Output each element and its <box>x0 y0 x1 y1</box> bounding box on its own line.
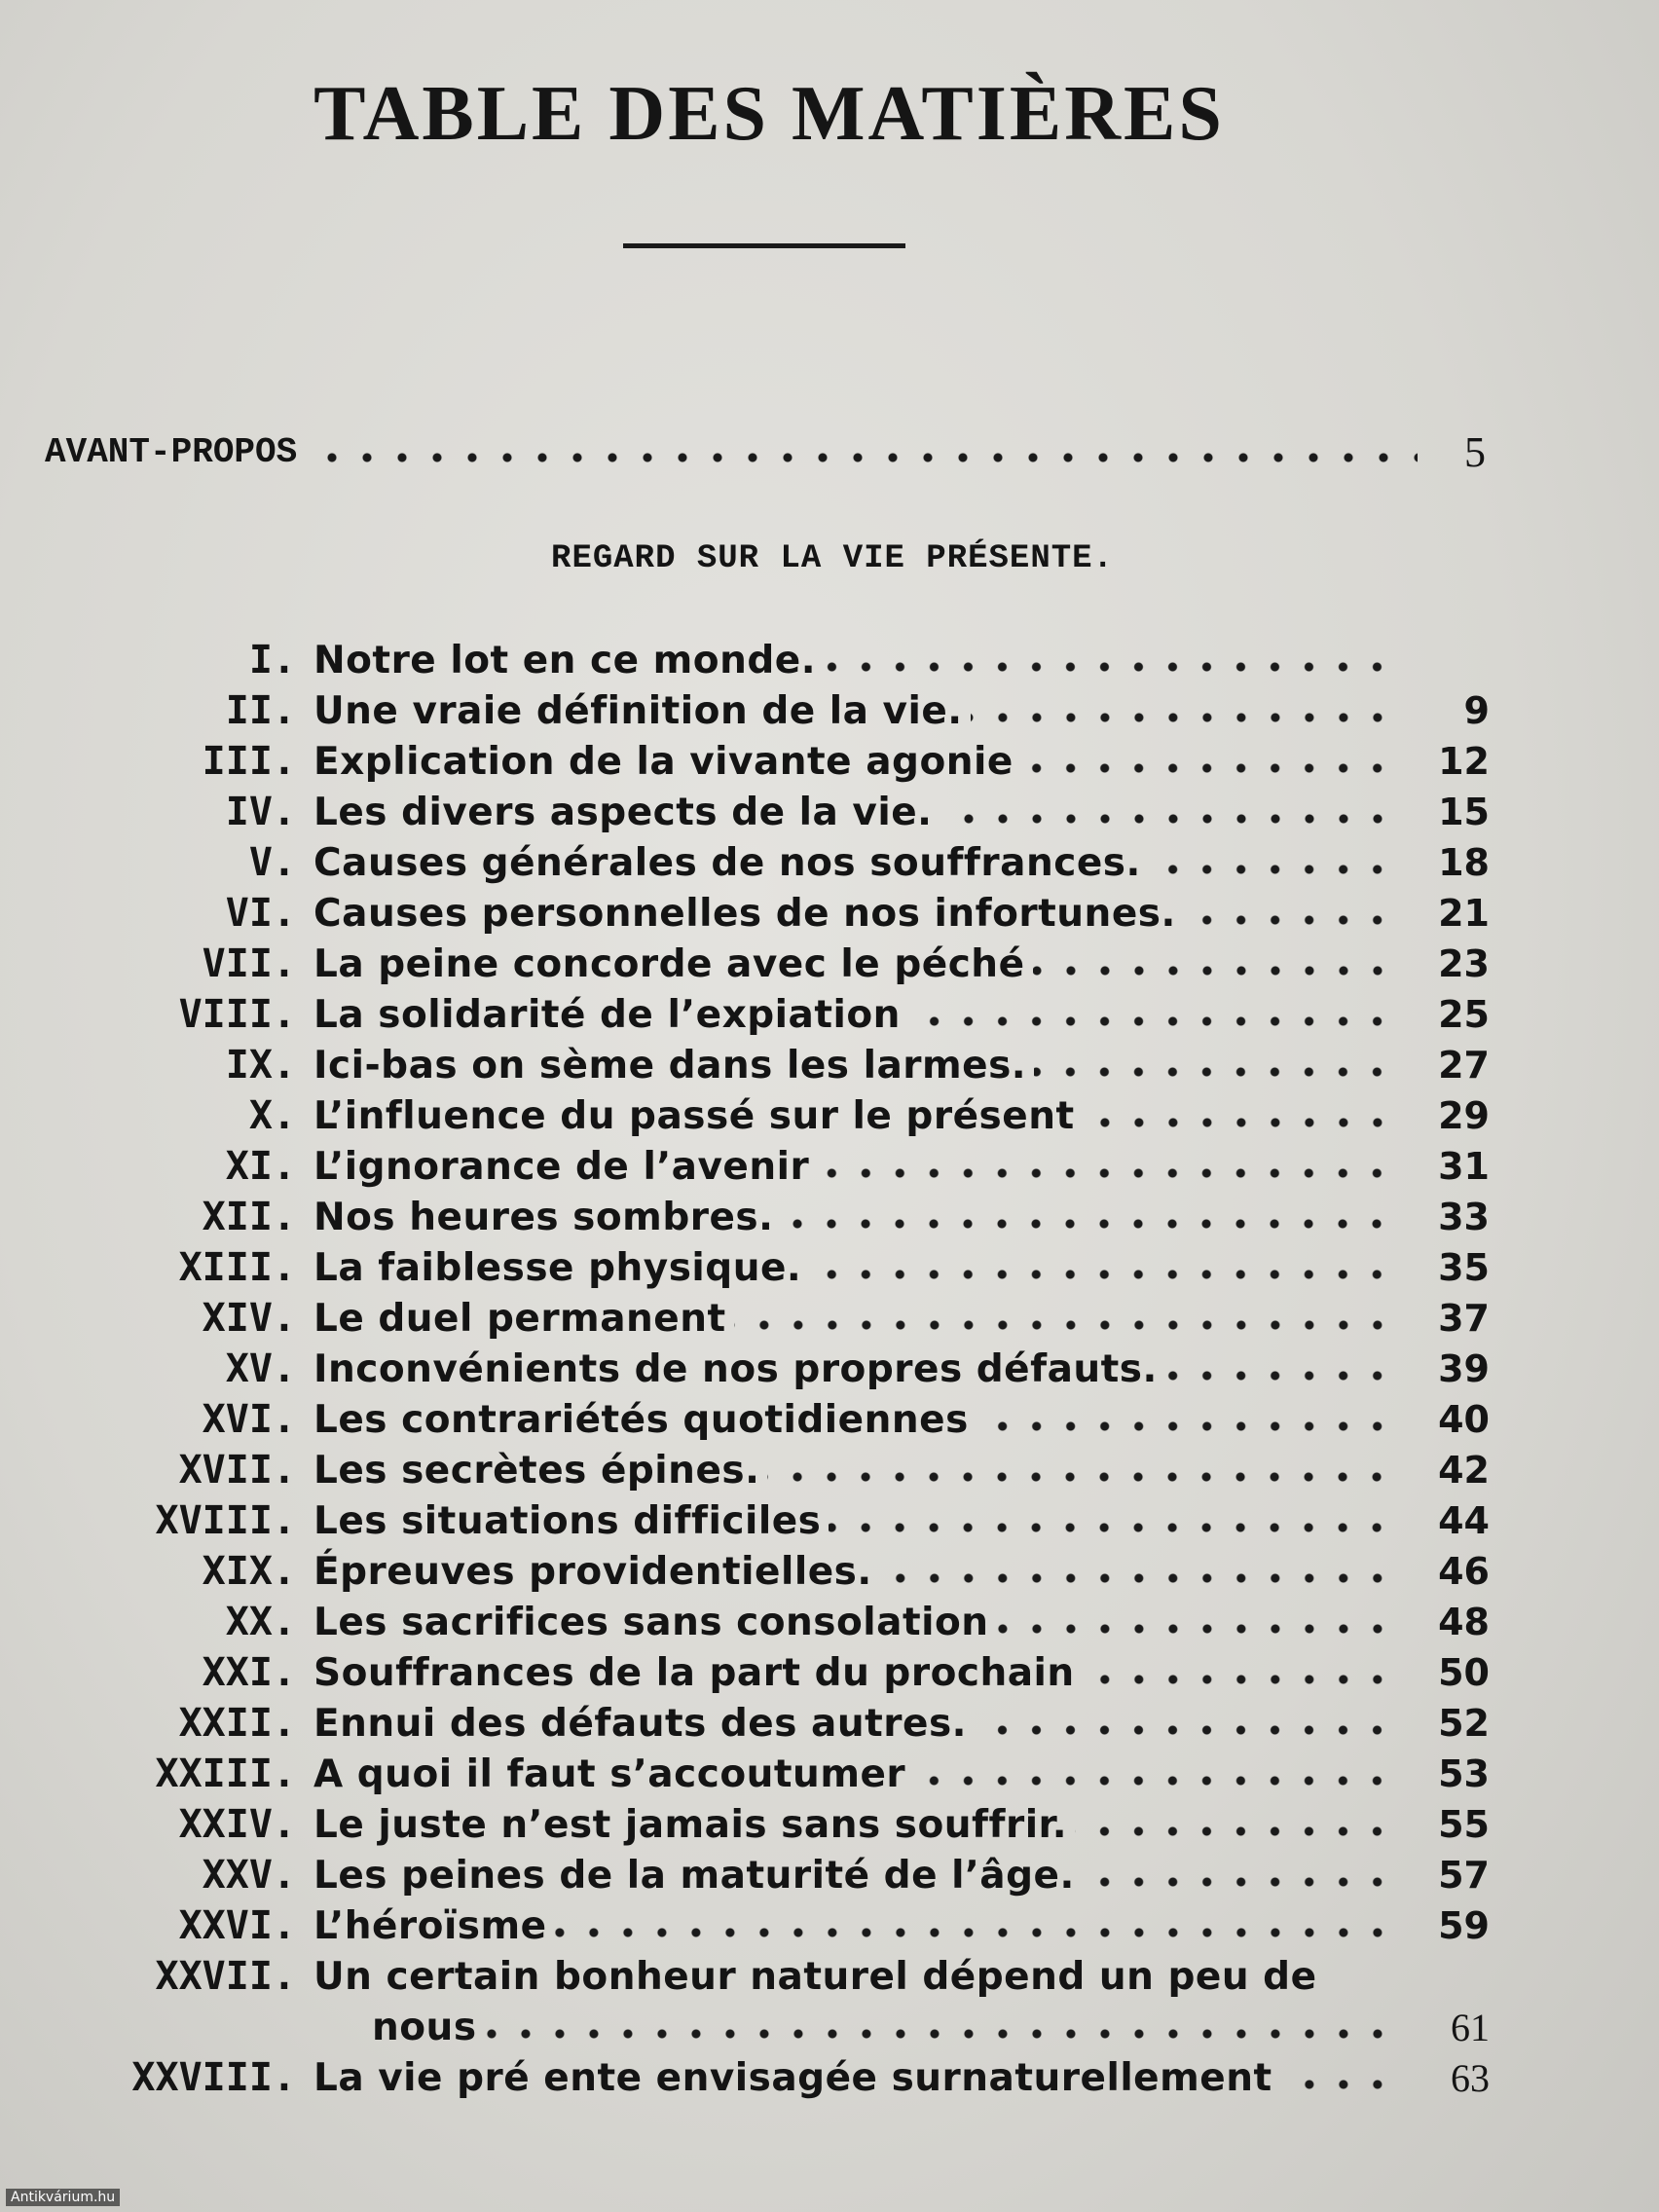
page-number: 31 <box>1438 1145 1490 1188</box>
watermark: Antikvárium.hu <box>6 2189 120 2206</box>
toc-entry <box>0 787 1490 837</box>
chapter-title: La faiblesse physique. <box>313 1245 802 1290</box>
page-number: 42 <box>1438 1449 1490 1492</box>
toc-entry <box>0 1344 1490 1394</box>
dot-leader <box>767 1472 1394 1482</box>
chapter-title: Les divers aspects de la vie. <box>313 790 933 834</box>
chapter-title: La solidarité de l’expiation <box>313 992 901 1037</box>
dot-leader <box>824 662 1394 672</box>
toc-entry <box>0 1597 1490 1647</box>
dot-leader <box>1083 1877 1394 1887</box>
toc-entry <box>0 1799 1490 1850</box>
page-number: 21 <box>1438 892 1490 935</box>
dot-leader <box>1149 865 1394 874</box>
chapter-title: Les sacrifices sans consolation <box>313 1600 989 1644</box>
chapter-title: Causes personnelles de nos infortunes. <box>313 891 1176 936</box>
chapter-number: VI. <box>225 891 296 936</box>
page-number: 44 <box>1438 1499 1490 1542</box>
chapter-number: XVI. <box>202 1397 296 1442</box>
chapter-number: X. <box>248 1093 296 1138</box>
chapter-number: IV. <box>225 790 296 834</box>
chapter-number: XIX. <box>202 1549 296 1594</box>
page-number: 61 <box>1451 2005 1490 2049</box>
chapter-title: Les secrètes épines. <box>313 1448 760 1493</box>
chapter-title: Le juste n’est jamais sans souffrir. <box>313 1802 1068 1847</box>
dot-leader <box>940 814 1395 824</box>
chapter-title: Explication de la vivante agonie <box>313 739 1014 784</box>
dot-leader <box>485 2029 1394 2039</box>
chapter-number: IX. <box>225 1043 296 1088</box>
toc-entry <box>0 1141 1490 1192</box>
dot-leader <box>1034 1067 1394 1077</box>
avant-propos-entry <box>45 421 1486 483</box>
page-number: 39 <box>1438 1347 1490 1390</box>
chapter-title: Notre lot en ce monde. <box>313 638 817 682</box>
page-number: 59 <box>1438 1904 1490 1947</box>
dot-leader <box>913 1776 1394 1786</box>
toc-entry <box>0 1850 1490 1900</box>
page-number: 9 <box>1463 689 1490 732</box>
dot-leader <box>1083 1675 1394 1684</box>
chapter-number: XXIV. <box>178 1802 296 1847</box>
chapter-number: XX. <box>225 1600 296 1644</box>
chapter-number: XV. <box>225 1346 296 1391</box>
toc-entry <box>0 1445 1490 1495</box>
chapter-number: II. <box>225 688 296 733</box>
dot-leader <box>997 1624 1394 1634</box>
toc-entry <box>0 1900 1490 1951</box>
dot-leader <box>908 1016 1394 1026</box>
page-number: 23 <box>1438 942 1490 985</box>
chapter-number: XXI. <box>202 1650 296 1695</box>
page-number: 50 <box>1438 1651 1490 1694</box>
toc-entry <box>0 635 1490 685</box>
chapter-number: XII. <box>202 1195 296 1239</box>
chapter-number: XVII. <box>178 1448 296 1493</box>
chapter-title: Ici-bas on sème dans les larmes. <box>313 1043 1027 1088</box>
page-number: 37 <box>1438 1297 1490 1340</box>
toc-entry <box>0 1394 1490 1445</box>
toc-entry-continuation <box>0 2002 1490 2052</box>
page-number: 33 <box>1438 1196 1490 1238</box>
toc-entry <box>0 939 1490 989</box>
toc-entry <box>0 1242 1490 1293</box>
dot-leader <box>977 1421 1394 1431</box>
toc-entry <box>0 1546 1490 1597</box>
toc-entry <box>0 888 1490 939</box>
chapter-number: XXIII. <box>155 1751 296 1796</box>
chapter-number: III. <box>202 739 296 784</box>
dot-leader <box>1033 966 1394 976</box>
dot-leader <box>781 1219 1394 1229</box>
page-title: TABLE DES MATIÈRES <box>313 71 1225 157</box>
dot-leader <box>1075 1826 1394 1836</box>
no-leader <box>1325 1978 1394 1988</box>
chapter-title: La peine concorde avec le péché <box>313 941 1025 986</box>
chapter-title: La vie pré ente envisagée surnaturellement <box>313 2055 1272 2100</box>
page-number: 15 <box>1438 791 1490 833</box>
chapter-title: Ennui des défauts des autres. <box>313 1701 967 1746</box>
toc-entry <box>0 1192 1490 1242</box>
page-number: 35 <box>1438 1246 1490 1289</box>
chapter-number: VIII. <box>178 992 296 1037</box>
chapter-title: Souffrances de la part du prochain <box>313 1650 1075 1695</box>
chapter-title: Inconvénients de nos propres défauts. <box>313 1346 1158 1391</box>
page-number: 46 <box>1438 1550 1490 1593</box>
dot-leader <box>817 1168 1394 1178</box>
chapter-number: V. <box>248 840 296 885</box>
toc-entry <box>0 837 1490 888</box>
title-underline <box>623 243 905 248</box>
toc-entry <box>0 1040 1490 1090</box>
chapter-title: Une vraie définition de la vie. <box>313 688 963 733</box>
page-number: 29 <box>1438 1094 1490 1137</box>
chapter-title: Le duel permanent <box>313 1296 726 1341</box>
page-number: 40 <box>1438 1398 1490 1441</box>
dot-leader <box>734 1320 1394 1330</box>
page-number: 12 <box>1438 740 1490 783</box>
chapter-number: XXVI. <box>178 1903 296 1948</box>
dot-leader <box>880 1573 1394 1583</box>
chapter-title: Les peines de la maturité de l’âge. <box>313 1853 1075 1898</box>
avant-propos-page: 5 <box>1464 427 1486 476</box>
chapter-number: I. <box>248 638 296 682</box>
toc-entry <box>0 1749 1490 1799</box>
chapter-number: VII. <box>202 941 296 986</box>
chapter-title: Un certain bonheur naturel dépend un peu de <box>313 1954 1317 1999</box>
page-number: 55 <box>1438 1803 1490 1846</box>
chapter-title: Épreuves providentielles. <box>313 1549 872 1594</box>
page-number: 25 <box>1438 993 1490 1036</box>
chapter-title: L’ignorance de l’avenir <box>313 1144 810 1189</box>
chapter-title: L’héroïsme <box>313 1903 547 1948</box>
dot-leader <box>1280 2080 1394 2089</box>
toc-entry <box>0 1951 1490 2002</box>
page-number: 52 <box>1438 1702 1490 1745</box>
dot-leader <box>1021 763 1394 773</box>
section-heading: REGARD SUR LA VIE PRÉSENTE. <box>551 540 1114 577</box>
chapter-title: L’influence du passé sur le présent <box>313 1093 1075 1138</box>
chapter-number: XIII. <box>178 1245 296 1290</box>
dot-leader <box>555 1928 1394 1937</box>
page-number: 48 <box>1438 1601 1490 1643</box>
chapter-title: Les situations difficiles <box>313 1498 822 1543</box>
chapter-number: XIV. <box>202 1296 296 1341</box>
avant-propos-label: AVANT-PROPOS <box>45 431 298 472</box>
toc-entry <box>0 736 1490 787</box>
toc-entry <box>0 989 1490 1040</box>
dot-leader <box>975 1725 1394 1735</box>
page-number: 53 <box>1438 1752 1490 1795</box>
chapter-title: Causes générales de nos souffrances. <box>313 840 1141 885</box>
table-of-contents <box>0 635 1490 2103</box>
chapter-title: nous <box>372 2005 477 2049</box>
page-number: 27 <box>1438 1044 1490 1087</box>
page-number: 57 <box>1438 1854 1490 1897</box>
dot-leader <box>809 1270 1394 1279</box>
chapter-number: XXV. <box>202 1853 296 1898</box>
chapter-number: XXVIII. <box>131 2055 296 2100</box>
page-number: 63 <box>1451 2055 1490 2100</box>
toc-entry <box>0 1495 1490 1546</box>
chapter-number: XVIII. <box>155 1498 296 1543</box>
dot-leader <box>1083 1118 1394 1127</box>
toc-entry <box>0 1293 1490 1344</box>
dot-leader <box>971 713 1394 722</box>
chapter-title: Nos heures sombres. <box>313 1195 774 1239</box>
chapter-title: A quoi il faut s’accoutumer <box>313 1751 906 1796</box>
chapter-title: Les contrariétés quotidiennes <box>313 1397 969 1442</box>
toc-entry <box>0 685 1490 736</box>
dot-leader <box>1165 1371 1394 1381</box>
chapter-number: XI. <box>225 1144 296 1189</box>
toc-entry <box>0 1698 1490 1749</box>
chapter-number: XXII. <box>178 1701 296 1746</box>
dot-leader <box>314 453 1418 462</box>
toc-entry <box>0 1090 1490 1141</box>
dot-leader <box>1184 915 1394 925</box>
page-number: 18 <box>1438 841 1490 884</box>
toc-entry <box>0 2052 1490 2103</box>
dot-leader <box>829 1523 1394 1532</box>
toc-entry <box>0 1647 1490 1698</box>
chapter-number: XXVII. <box>155 1954 296 1999</box>
